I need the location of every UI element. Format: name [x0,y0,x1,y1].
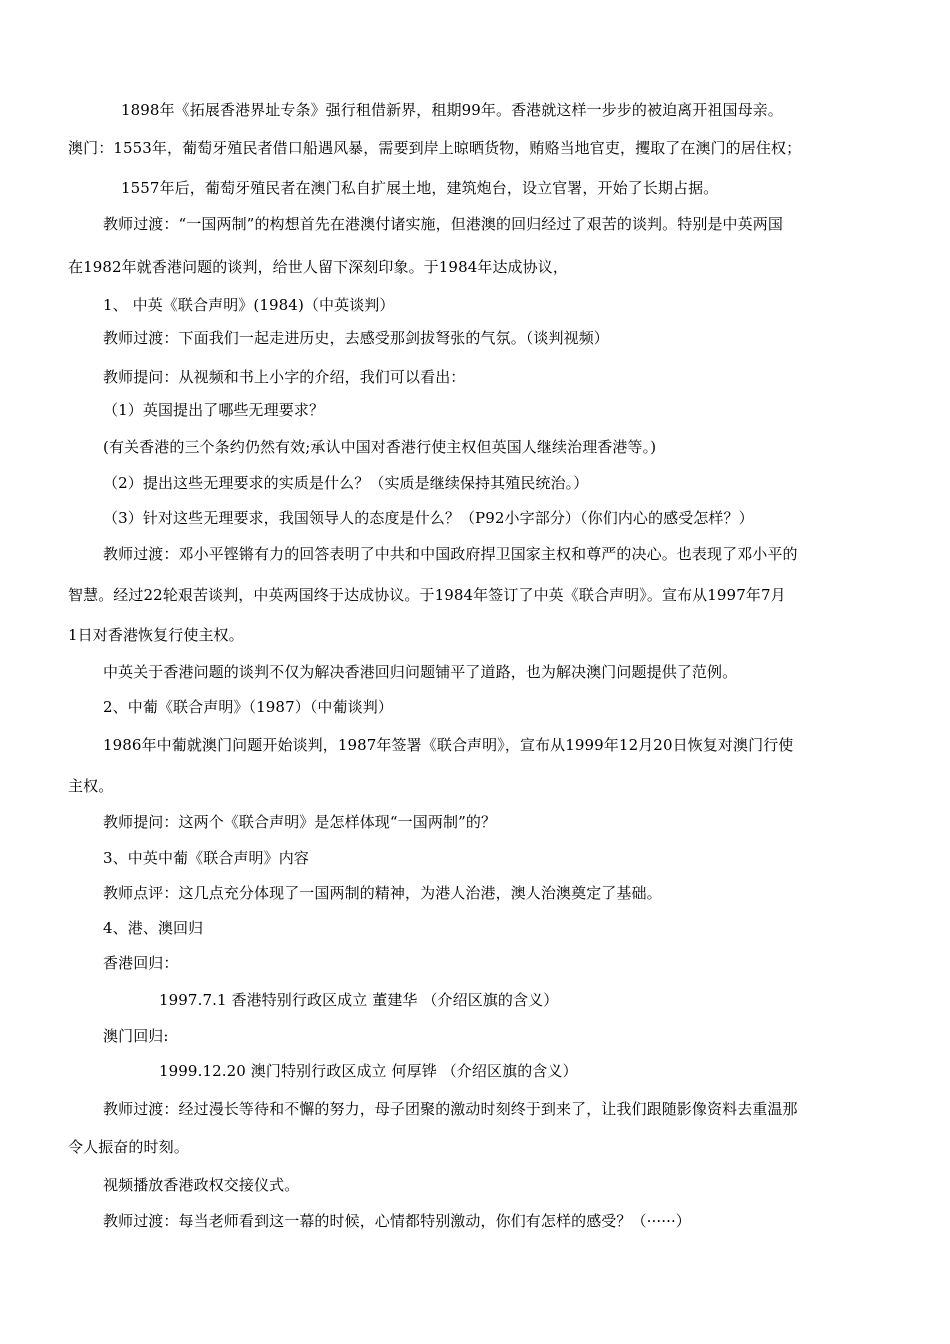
section-heading: 1、 中英《联合声明》(1984)（中英谈判） [103,296,395,314]
paragraph-line: 1898年《拓展香港界址专条》强行租借新界，租期99年。香港就这样一步步的被迫离开祖国母亲。 [121,101,783,119]
paragraph-line: 教师提问：从视频和书上小字的介绍，我们可以看出： [103,368,466,386]
section-heading: 4、港、澳回归 [103,919,204,937]
paragraph-line: 澳门：1553年，葡萄牙殖民者借口船遇风暴，需要到岸上晾晒货物，贿赂当地官吏，攫取了在澳门的居住权； [68,139,802,157]
paragraph-line: 1557年后，葡萄牙殖民者在澳门私自扩展土地，建筑炮台，设立官署，开始了长期占据。 [121,179,719,197]
paragraph-line: 教师点评：这几点充分体现了一国两制的精神，为港人治港，澳人治澳奠定了基础。 [103,884,662,902]
paragraph-line: 教师过渡：“一国两制”的构想首先在港澳付诸实施，但港澳的回归经过了艰苦的谈判。特别是中英两国 [103,215,783,233]
question-line: （3）针对这些无理要求，我国领导人的态度是什么？（P92小字部分）（你们内心的感受怎样？） [103,509,754,527]
paragraph-line: 教师提问：这两个《联合声明》是怎样体现“一国两制”的？ [103,813,497,831]
paragraph-line: 智慧。经过22轮艰苦谈判，中英两国终于达成协议。于1984年签订了中英《联合声明》。宣布从1997年7月 [68,586,786,604]
paragraph-line: 教师过渡：下面我们一起走进历史，去感受那剑拔弩张的气氛。（谈判视频） [103,329,609,347]
section-heading: 2、中葡《联合声明》（1987）（中葡谈判） [103,698,393,716]
paragraph-line: 中英关于香港问题的谈判不仅为解决香港回归问题铺平了道路，也为解决澳门问题提供了范例。 [103,663,738,681]
question-line: （1）英国提出了哪些无理要求？ [103,401,325,419]
paragraph-line: 视频播放香港政权交接仪式。 [103,1176,300,1194]
event-line: 1999.12.20 澳门特别行政区成立 何厚铧 （介绍区旗的含义） [159,1062,578,1080]
question-line: （2）提出这些无理要求的实质是什么？（实质是继续保持其殖民统治。） [103,474,589,492]
paragraph-line: 令人振奋的时刻。 [68,1138,189,1156]
paragraph-line: 香港回归： [103,954,179,972]
paragraph-line: 澳门回归: [103,1027,169,1045]
paragraph-line: 教师过渡：经过漫长等待和不懈的努力，母子团聚的激动时刻终于到来了，让我们跟随影像资料去重温那 [103,1100,798,1118]
paragraph-line: 教师过渡：每当老师看到这一幕的时候，心情都特别激动，你们有怎样的感受？（······） [103,1212,691,1230]
answer-line: (有关香港的三个条约仍然有效;承认中国对香港行使主权但英国人继续治理香港等。) [103,438,657,456]
paragraph-line: 教师过渡：邓小平铿锵有力的回答表明了中共和中国政府捍卫国家主权和尊严的决心。也表现了邓小平的 [103,545,798,563]
paragraph-line: 1986年中葡就澳门问题开始谈判，1987年签署《联合声明》，宣布从1999年12月20日恢复对澳门行使 [103,736,794,754]
paragraph-line: 主权。 [68,777,114,795]
paragraph-line: 1日对香港恢复行使主权。 [68,626,244,644]
section-heading: 3、中英中葡《联合声明》内容 [103,849,309,867]
event-line: 1997.7.1 香港特别行政区成立 董建华 （介绍区旗的含义） [159,991,559,1009]
paragraph-line: 在1982年就香港问题的谈判，给世人留下深刻印象。于1984年达成协议， [68,258,568,276]
